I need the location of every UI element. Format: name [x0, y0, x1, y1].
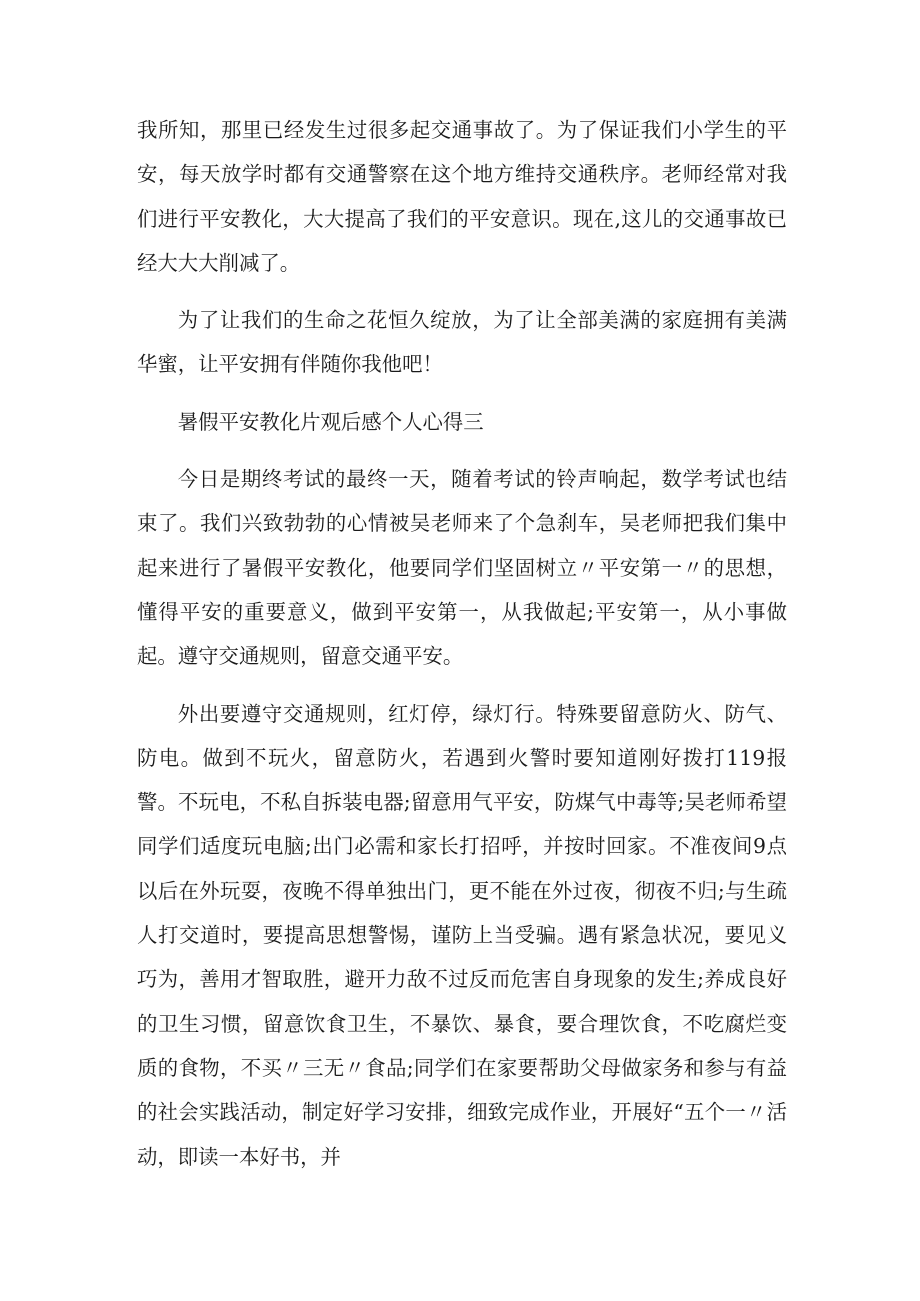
- section-heading: 暑假平安教化片观后感个人心得三: [177, 409, 484, 434]
- document-body: [137, 108, 787, 1179]
- paragraph-3: 今日是期终考试的最终一天，随着考试的铃声响起，数学考试也结束了。我们兴致勃勃的心情被吴老师来了个急刹车，吴老师把我们集中起来进行了暑假平安教化，他要同学们坚固树立〃平安第一〃的思想，懂得平安的重要意义，做到平安第一，从我做起;平安第一，从小事做起。遵守交通规则，留意交通平安。: [137, 467, 787, 669]
- paragraph-2: 为了让我们的生命之花恒久绽放，为了让全部美满的家庭拥有美满华蜜，让平安拥有伴随你我他吧！: [137, 308, 787, 377]
- paragraph-4: 外出要遵守交通规则，红灯停，绿灯行。特殊要留意防火、防气、防电。做到不玩火，留意防火，若遇到火警时要知道刚好拨打119报警。不玩电，不私自拆装电器;留意用气平安，防煤气中毒等;吴老师希望同学们适度玩电脑;出门必需和家长打招呼，并按时回家。不准夜间9点以后在外玩耍，夜晚不得单独出门，更不能在外过夜，彻夜不归;与生疏人打交道时，要提高思想警惕，谨防上当受骗。遇有紧急状况，要见义巧为，善用才智取胜，避开力敌不过反而危害自身现象的发生;养成良好的卫生习惯，留意饮食卫生，不暴饮、暴食，要合理饮食，不吃腐烂变质的食物，不买〃三无〃食品;同学们在家要帮助父母做家务和参与有益的社会实践活动，制定好学习安排，细致完成作业，开展好“五个一〃活动，即读一本好书，并: [137, 701, 787, 1169]
- paragraph-1: 我所知，那里已经发生过很多起交通事故了。为了保证我们小学生的平安，每天放学时都有交通警察在这个地方维持交通秩序。老师经常对我们进行平安教化，大大提高了我们的平安意识。现在,这儿的交通事故已经大大大削减了。: [137, 118, 787, 275]
